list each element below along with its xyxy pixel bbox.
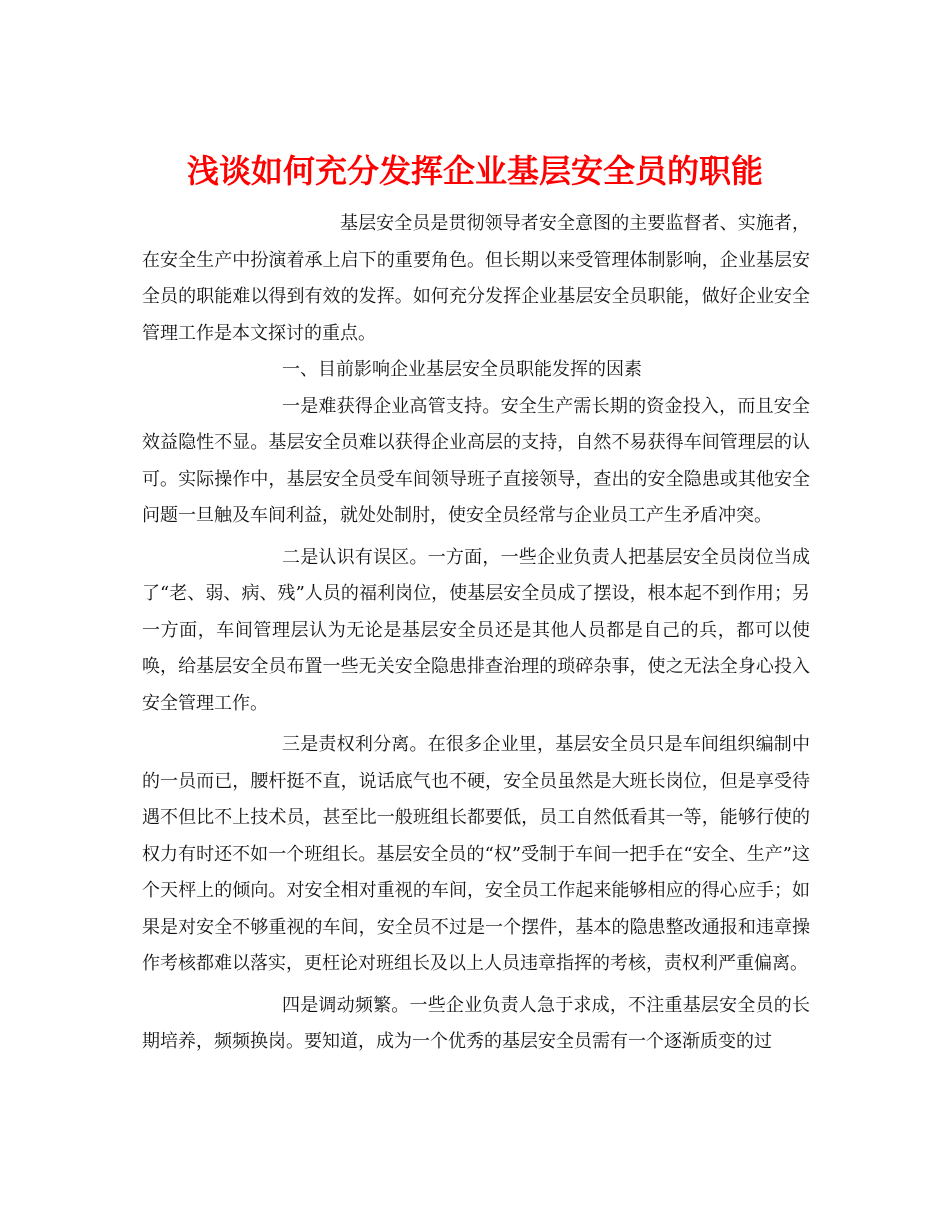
document-body <box>142 206 810 1061</box>
intro-paragraph: 基层安全员是贯彻领导者安全意图的主要监督者、实施者，在安全生产中扮演着承上启下的重要角色。但长期以来受管理体制影响，企业基层安全员的职能难以得到有效的发挥。如何充分发挥企业基层安全员职能，做好企业安全管理工作是本文探讨的重点。 <box>142 213 810 344</box>
factor-paragraph-3: 三是责权利分离。在很多企业里，基层安全员只是车间组织编制中的一员而已，腰杆挺不直，说话底气也不硬，安全员虽然是大班长岗位，但是享受待遇不但比不上技术员，甚至比一般班组长都要低，员工自然低看其一等，能够行使的权力有时还不如一个班组长。基层安全员的“权”受制于车间一把手在“安全、生产”这个天枰上的倾向。对安全相对重视的车间，安全员工作起来能够相应的得心应手；如果是对安全不够重视的车间，安全员不过是一个摆件，基本的隐患整改通报和违章操作考核都难以落实，更枉论对班组长及以上人员违章指挥的考核，责权利严重偏离。 <box>142 734 810 974</box>
factor-paragraph-4: 四是调动频繁。一些企业负责人急于求成，不注重基层安全员的长期培养，频频换岗。要知道，成为一个优秀的基层安全员需有一个逐渐质变的过 <box>142 994 810 1052</box>
section-heading: 一、目前影响企业基层安全员职能发挥的因素 <box>282 359 642 380</box>
document-title: 浅谈如何充分发挥企业基层安全员的职能 <box>186 152 763 191</box>
factor-paragraph-1: 一是难获得企业高管支持。安全生产需长期的资金投入，而且安全效益隐性不显。基层安全员难以获得企业高层的支持，自然不易获得车间管理层的认可。实际操作中，基层安全员受车间领导班子直接领导，查出的安全隐患或其他安全问题一旦触及车间利益，就处处制肘，使安全员经常与企业员工产生矛盾冲突。 <box>142 395 810 526</box>
factor-paragraph-2: 二是认识有误区。一方面，一些企业负责人把基层安全员岗位当成了“老、弱、病、残”人员的福利岗位，使基层安全员成了摆设，根本起不到作用；另一方面，车间管理层认为无论是基层安全员还是其他人员都是自己的兵，都可以使唤，给基层安全员布置一些无关安全隐患排查治理的琐碎杂事，使之无法全身心投入安全管理工作。 <box>142 546 810 714</box>
